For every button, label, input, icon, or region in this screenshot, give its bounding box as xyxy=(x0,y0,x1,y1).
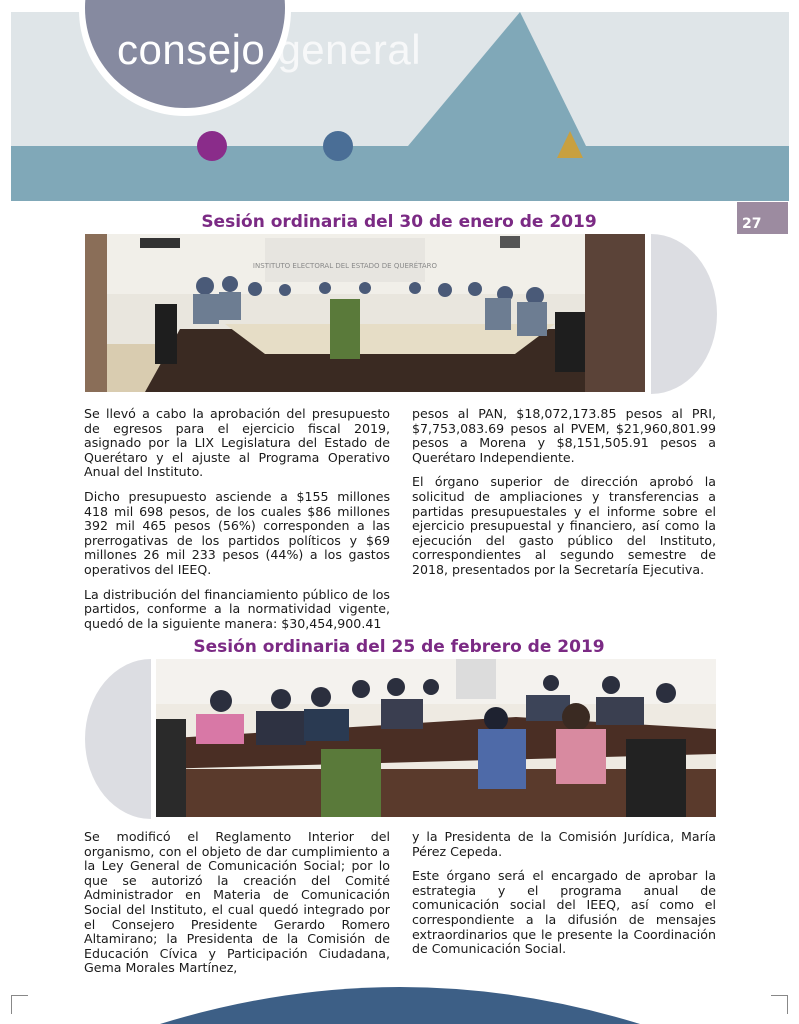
purple-dot xyxy=(197,131,227,161)
session1-right-column xyxy=(412,407,716,588)
session2-left-p1: Se modificó el Reglamento Interior del organismo, con el objeto de dar cumplimiento a la Ley General de Comunicación Social; por lo que se autorizó la creación del Comité Administrador en Materia de Comunicación Social del Instituto, el cual quedó integrado por el Consejero Presidente Gerardo Romero Altamirano; la Presidenta de la Comisión de Educación Cívica y Participación Ciudadana, Gema Morales Martínez, xyxy=(84,829,390,976)
session2-right-p1: y la Presidenta de la Comisión Jurídica, María Pérez Cepeda. xyxy=(412,829,716,859)
session1-left-p1: Se llevó a cabo la aprobación del presupuesto de egresos para el ejercicio fiscal 2019, asignado por la LIX Legislatura del Estado de Querétaro y el ajuste al Programa Operativo Anual del Instituto. xyxy=(84,406,390,480)
session1-right-p2: El órgano superior de dirección aprobó la solicitud de ampliaciones y transferencias a partidas presupuestales y el informe sobre el ejercicio presupuestal y financiero, así como la ejecución del gasto público del Instituto, correspondientes al segundo semestre de 2018, presentados por la Secretaría Ejecutiva. xyxy=(412,474,716,577)
crop-mark-left xyxy=(11,995,28,1014)
crop-mark-right xyxy=(771,995,788,1014)
session1-photo-sign: INSTITUTO ELECTORAL DEL ESTADO DE QUERÉTARO xyxy=(252,262,438,270)
session2-left-column xyxy=(84,830,390,986)
session1-left-column xyxy=(84,407,390,641)
page-number: 27 xyxy=(737,202,788,234)
session1-photo xyxy=(85,234,645,392)
session2-right-column xyxy=(412,830,716,967)
header-title-word1: consejo xyxy=(117,26,266,73)
header-title-word2: general xyxy=(277,26,422,73)
header-title xyxy=(117,26,421,74)
session1-title: Sesión ordinaria del 30 de enero de 2019 xyxy=(201,212,597,232)
session2-right-p2: Este órgano será el encargado de aprobar la estrategia y el programa anual de comunicación social del IEEQ, así como el correspondiente a la difusión de mensajes extraordinarios que le presente la Coordinación de Comunicación Social. xyxy=(412,868,716,957)
header-teal-band xyxy=(11,146,789,201)
session1-left-p3: La distribución del financiamiento público de los partidos, conforme a la normatividad vigente, quedó de la siguiente manera: $30,454,900.41 xyxy=(84,586,390,631)
session2-halfcircle xyxy=(85,659,151,819)
blue-dot xyxy=(323,131,353,161)
session2-photo xyxy=(156,659,716,817)
session1-right-p1: pesos al PAN, $18,072,173.85 pesos al PRI, $7,753,083.69 pesos al PVEM, $21,960,801.99 pesos a Morena y $8,151,505.91 pesos a Querétaro Independiente. xyxy=(412,406,716,465)
footer-arc xyxy=(0,970,799,1024)
session1-left-p2: Dicho presupuesto asciende a $155 millones 418 mil 698 pesos, de los cuales $86 millones 392 mil 465 pesos (56%) corresponden a las prerrogativas de los partidos políticos y $69 millones 26 mil 233 pesos (44%) a los gastos operativos del IEEQ. xyxy=(84,488,390,577)
session2-title: Sesión ordinaria del 25 de febrero de 2019 xyxy=(193,637,605,657)
session1-halfcircle xyxy=(651,234,717,394)
